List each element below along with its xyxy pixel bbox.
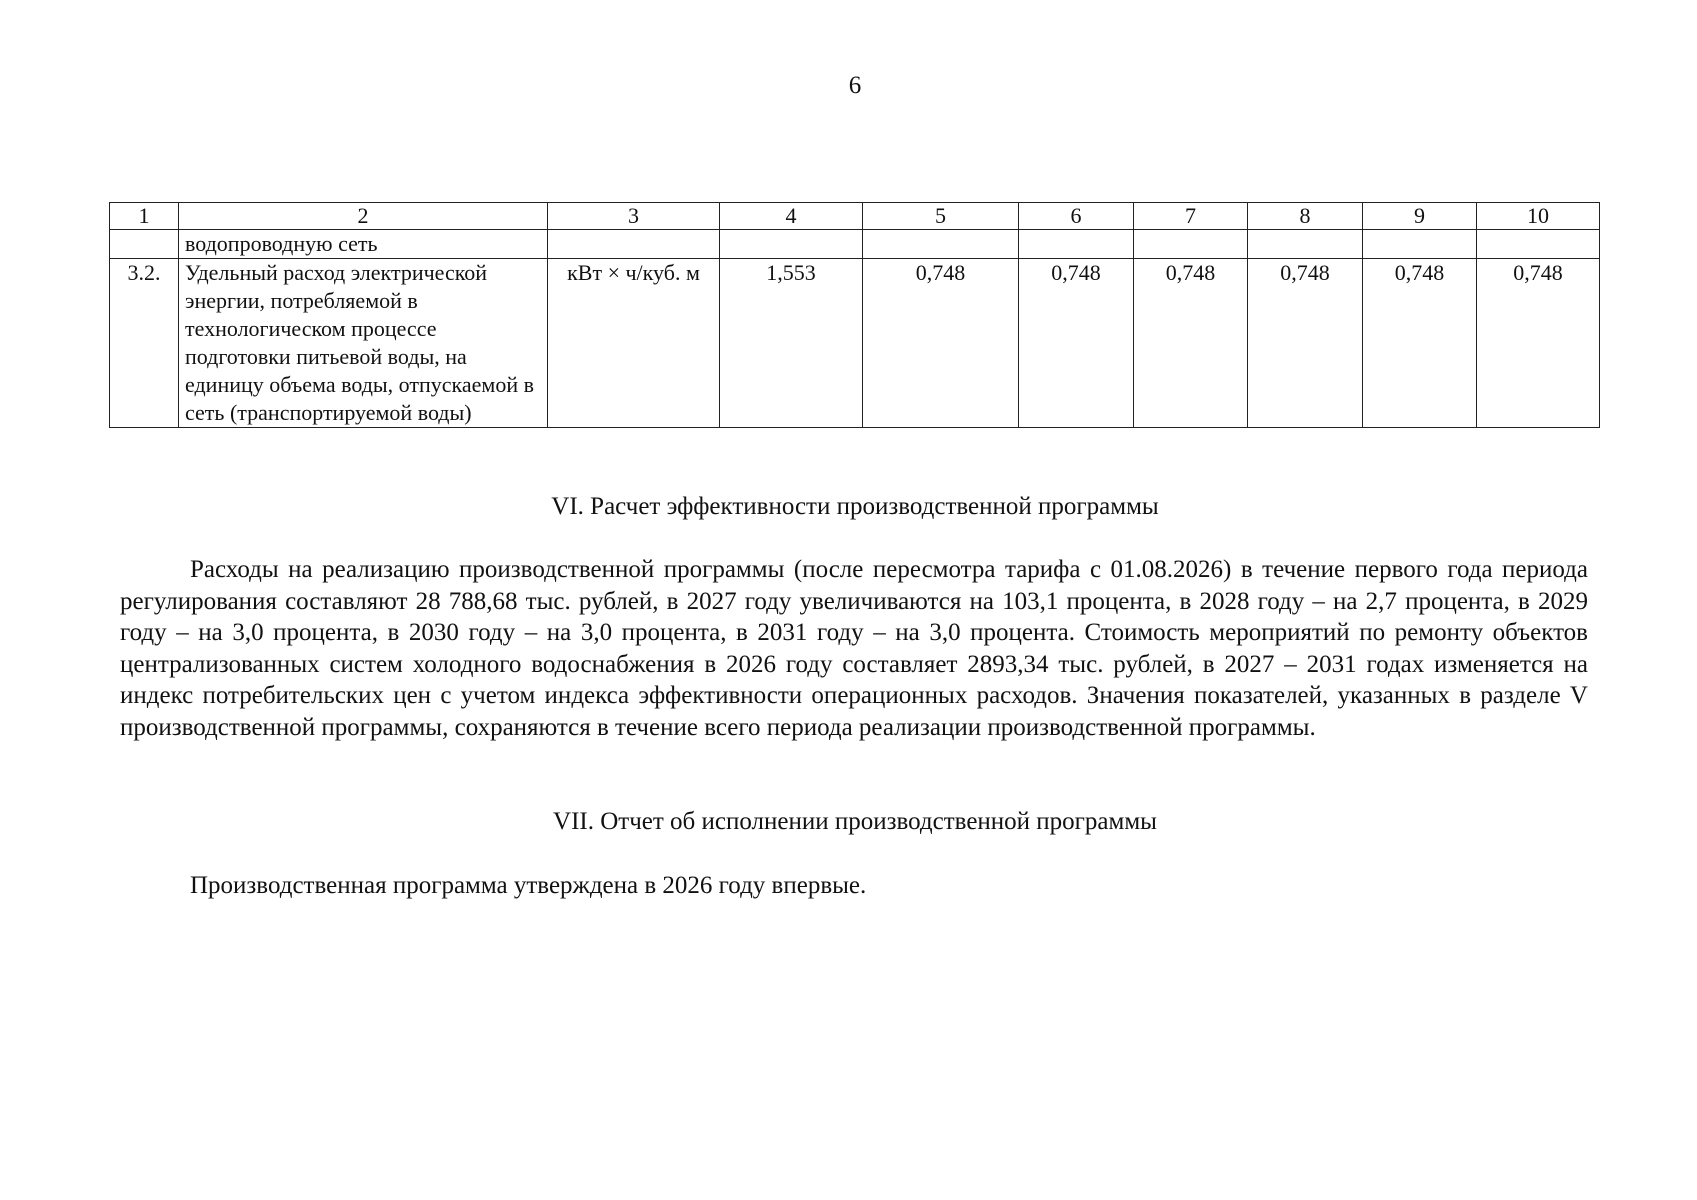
indicators-table	[109, 202, 1600, 428]
indicator-name: Удельный расход электрической энергии, потребляемой в технологическом процессе подготовки питьевой воды, на единицу объема воды, отпускаемой в сеть (транспортируемой воды)	[179, 259, 548, 428]
unit-cell: кВт × ч/куб. м	[548, 259, 720, 428]
table-cell	[720, 230, 863, 259]
header-cell: 10	[1477, 203, 1600, 230]
header-cell: 2	[179, 203, 548, 230]
table-cell	[1477, 230, 1600, 259]
header-cell: 3	[548, 203, 720, 230]
section-6-paragraph: Расходы на реализацию производственной программы (после пересмотра тарифа с 01.08.2026) в течение первого года периода регулирования составляют 28 788,68 тыс. рублей, в 2027 году увеличиваются на 103,1 процента, в 2028 году – на 2,7 процента, в 2029 году – на 3,0 процента, в 2030 году – на 3,0 процента, в 2031 году – на 3,0 процента. Стоимость мероприятий по ремонту объектов централизованных систем холодного водоснабжения в 2026 году составляет 2893,34 тыс. рублей, в 2027 – 2031 годах изменяется на индекс потребительских цен с учетом индекса эффективности операционных расходов. Значения показателей, указанных в разделе V производственной программы, сохраняются в течение всего периода реализации производственной программы.	[120, 556, 1588, 741]
header-cell: 1	[110, 203, 179, 230]
section-7-title: VII. Отчет об исполнении производственной программы	[553, 808, 1157, 835]
table-cell	[110, 230, 179, 259]
page-number: 6	[848, 72, 862, 99]
header-cell: 8	[1248, 203, 1363, 230]
value-cell: 1,553	[720, 259, 863, 428]
section-6-title: VI. Расчет эффективности производственной программы	[551, 493, 1159, 520]
table-cell	[1248, 230, 1363, 259]
header-cell: 9	[1363, 203, 1477, 230]
table-cell	[1019, 230, 1134, 259]
row-number: 3.2.	[110, 259, 179, 428]
value-cell: 0,748	[1019, 259, 1134, 428]
value-cell: 0,748	[1248, 259, 1363, 428]
table-cell	[548, 230, 720, 259]
header-cell: 4	[720, 203, 863, 230]
section-7-paragraph: Производственная программа утверждена в 2026 году впервые.	[190, 872, 867, 899]
table-row	[110, 259, 1600, 428]
value-cell: 0,748	[863, 259, 1019, 428]
value-cell: 0,748	[1363, 259, 1477, 428]
header-cell: 5	[863, 203, 1019, 230]
table-row	[110, 230, 1600, 259]
header-cell: 7	[1134, 203, 1248, 230]
value-cell: 0,748	[1477, 259, 1600, 428]
table-cell	[1134, 230, 1248, 259]
header-cell: 6	[1019, 203, 1134, 230]
table-header-row	[110, 203, 1600, 230]
continuation-text: водопроводную сеть	[179, 230, 548, 259]
value-cell: 0,748	[1134, 259, 1248, 428]
table-cell	[863, 230, 1019, 259]
table-cell	[1363, 230, 1477, 259]
